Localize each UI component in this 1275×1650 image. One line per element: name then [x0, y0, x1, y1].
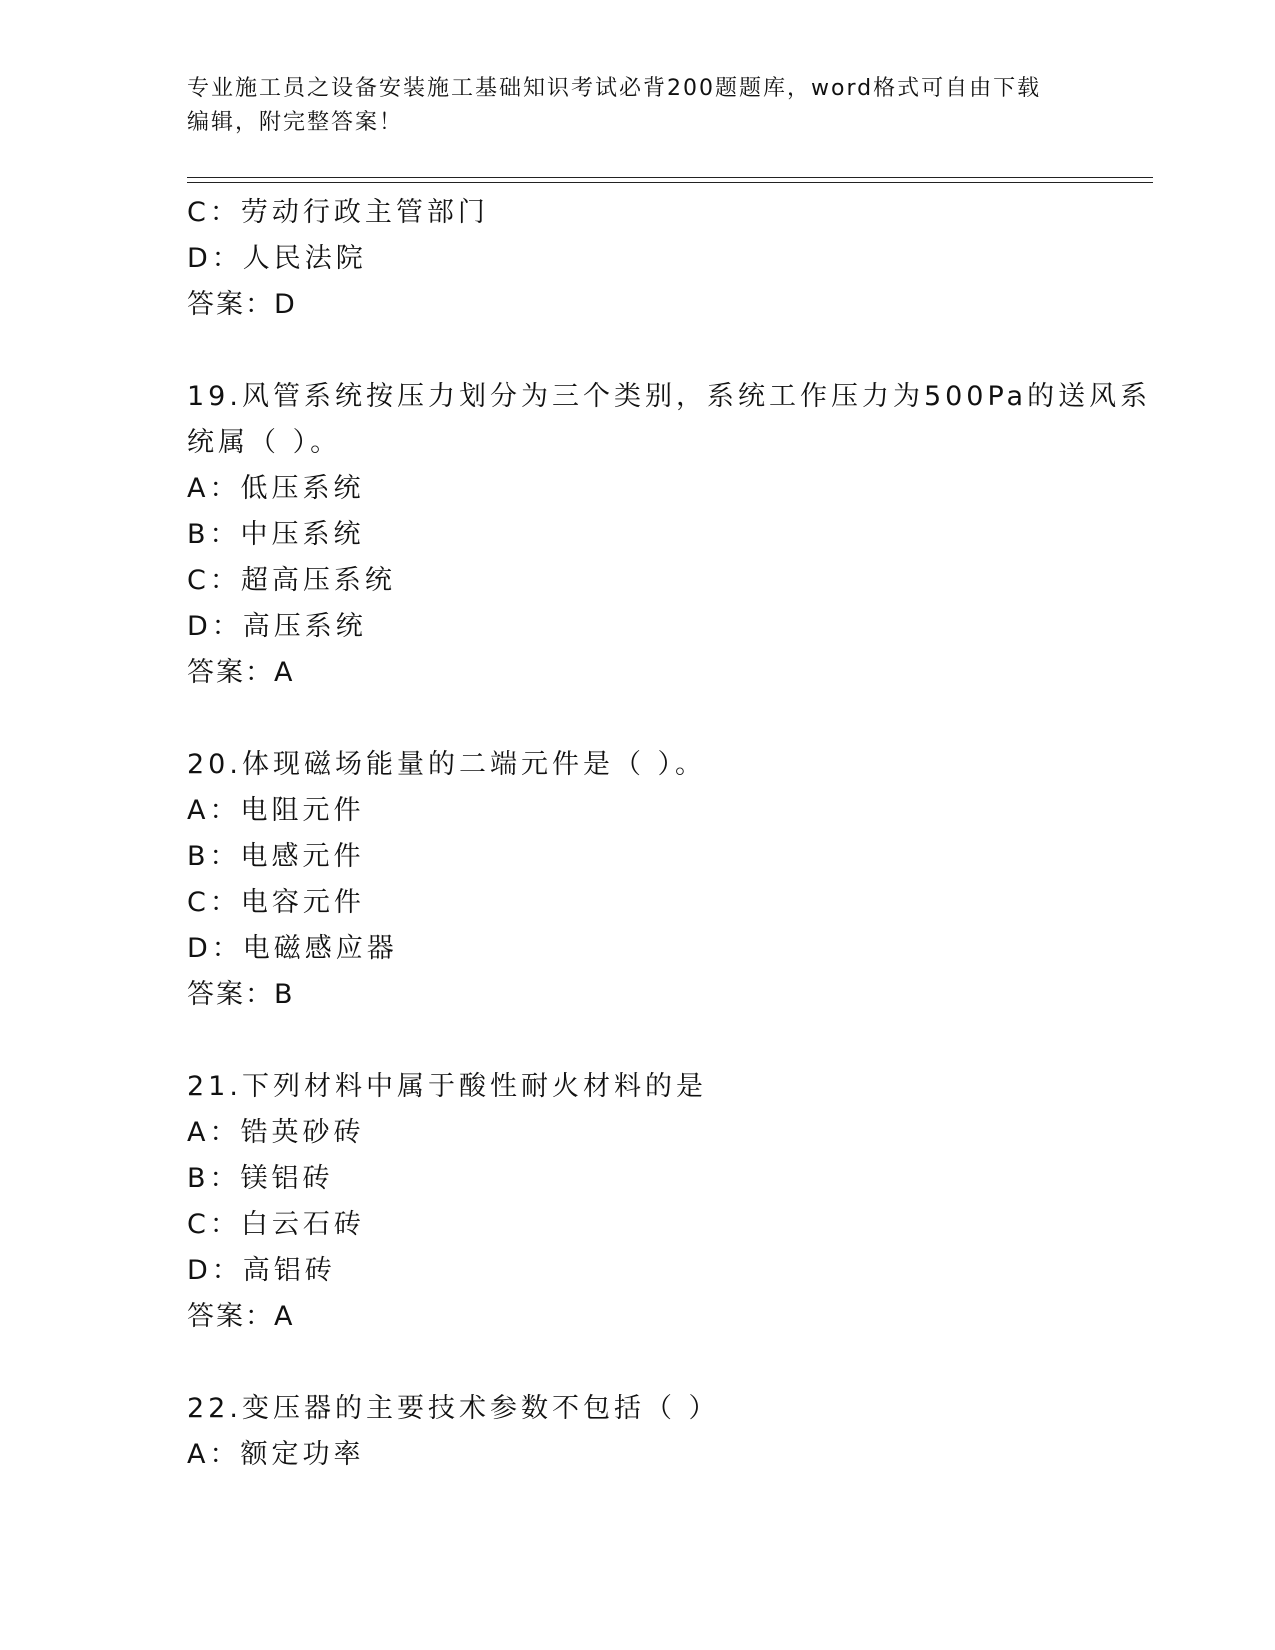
option-b: B：镁铝砖	[187, 1163, 334, 1194]
document-header	[187, 72, 1067, 140]
option-d: D：电磁感应器	[187, 933, 398, 964]
header-line-2: 编辑，附完整答案！	[187, 110, 404, 135]
answer-line: 答案：A	[187, 657, 295, 688]
option-a: A：低压系统	[187, 473, 365, 504]
question-text-cont: 统属（ ）。	[187, 427, 342, 458]
question-text: 20.体现磁场能量的二端元件是（ ）。	[187, 749, 707, 780]
question-19	[187, 374, 1152, 696]
question-text: 21.下列材料中属于酸性耐火材料的是	[187, 1071, 707, 1102]
option-c: C：劳动行政主管部门	[187, 197, 489, 228]
question-22	[187, 1386, 1107, 1478]
answer-line: 答案：D	[187, 289, 297, 320]
option-a: A：电阻元件	[187, 795, 365, 826]
option-b: B：中压系统	[187, 519, 365, 550]
answer-line: 答案：A	[187, 1301, 295, 1332]
option-c: C：电容元件	[187, 887, 365, 918]
spacer	[187, 328, 1107, 374]
option-c: C：超高压系统	[187, 565, 396, 596]
question-text: 19.风管系统按压力划分为三个类别，系统工作压力为500Pa的送风系	[187, 381, 1152, 412]
question-20	[187, 742, 1107, 1018]
question-21	[187, 1064, 1107, 1340]
option-c: C：白云石砖	[187, 1209, 365, 1240]
option-a: A：锆英砂砖	[187, 1117, 365, 1148]
option-a: A：额定功率	[187, 1439, 365, 1470]
question-text: 22.变压器的主要技术参数不包括（ ）	[187, 1393, 720, 1424]
header-line-1: 专业施工员之设备安装施工基础知识考试必背200题题库，word格式可自由下载	[187, 76, 1042, 101]
option-d: D：高压系统	[187, 611, 367, 642]
spacer	[187, 1340, 1107, 1386]
carryover-block	[187, 190, 1107, 328]
question-list	[187, 190, 1152, 1478]
header-divider-bottom	[187, 182, 1153, 183]
spacer	[187, 1018, 1107, 1064]
answer-line: 答案：B	[187, 979, 295, 1010]
option-b: B：电感元件	[187, 841, 365, 872]
header-divider-top	[187, 177, 1153, 178]
spacer	[187, 696, 1107, 742]
option-d: D：高铝砖	[187, 1255, 336, 1286]
option-d: D：人民法院	[187, 243, 367, 274]
